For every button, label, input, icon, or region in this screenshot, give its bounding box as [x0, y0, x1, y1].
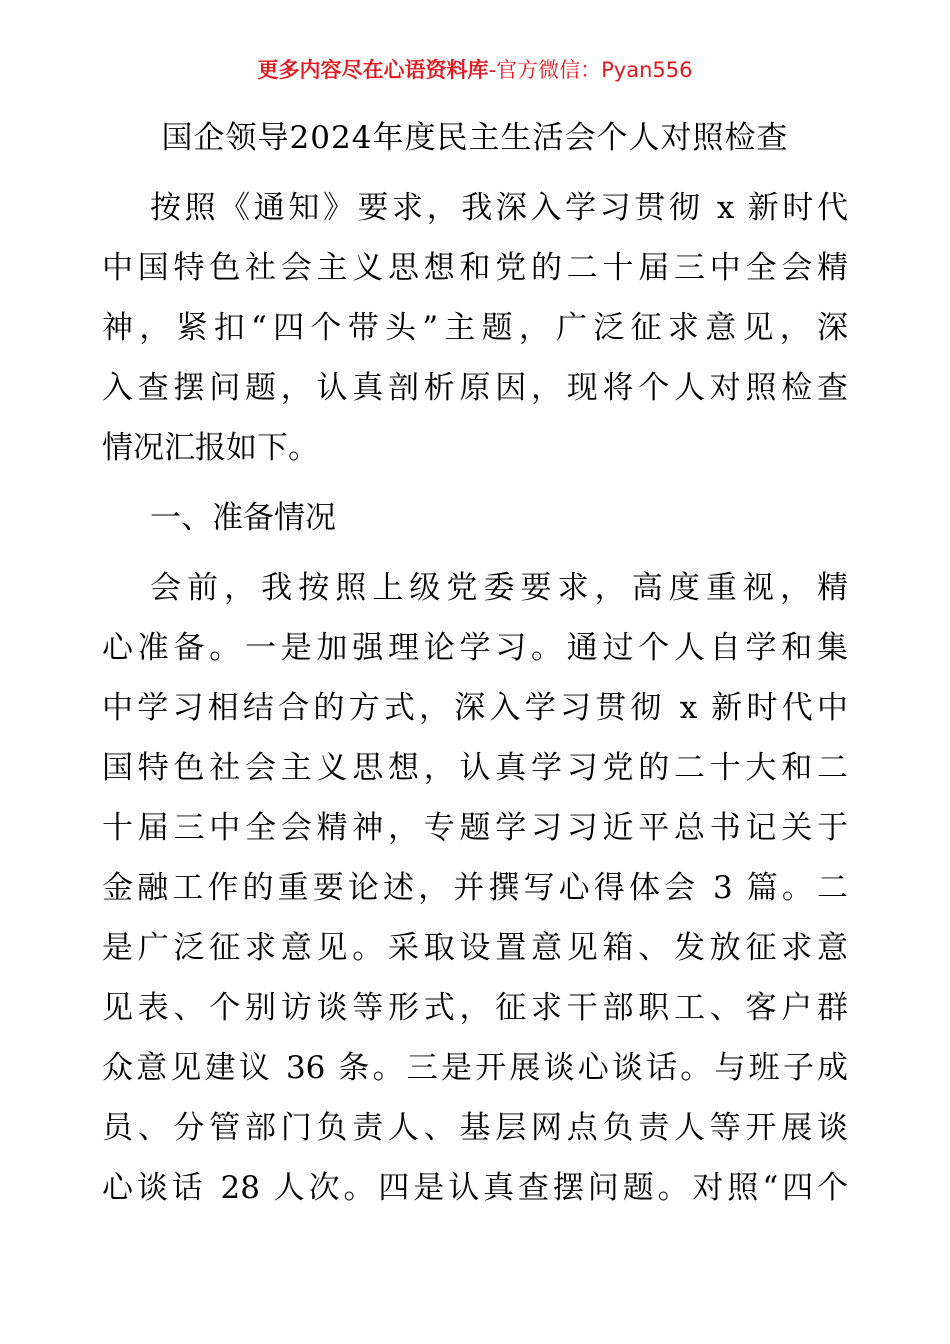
paragraph-line: 中学习相结合的方式，深入学习贯彻 x 新时代中: [102, 690, 848, 726]
watermark-header: [0, 56, 950, 84]
watermark-contact: -官方微信：Pyan556: [488, 58, 693, 82]
document-title: 国企领导2024年度民主生活会个人对照检查: [161, 120, 789, 156]
paragraph-line: 神，紧扣“四个带头”主题，广泛征求意见，深: [102, 310, 848, 346]
paragraph-line: 入查摆问题，认真剖析原因，现将个人对照检查: [102, 370, 848, 406]
paragraph-line: 国特色社会主义思想，认真学习党的二十大和二: [102, 750, 848, 786]
paragraph-line: 十届三中全会精神，专题学习习近平总书记关于: [102, 810, 848, 846]
paragraph-line: 心准备。一是加强理论学习。通过个人自学和集: [102, 630, 848, 666]
paragraph-line: 是广泛征求意见。采取设置意见箱、发放征求意: [102, 930, 848, 966]
paragraph-line: 按照《通知》要求，我深入学习贯彻 x 新时代: [150, 190, 848, 226]
paragraph-line: 情况汇报如下。: [102, 430, 319, 466]
paragraph-line: 金融工作的重要论述，并撰写心得体会 3 篇。二: [102, 870, 848, 906]
paragraph-line: 见表、个别访谈等形式，征求干部职工、客户群: [102, 990, 848, 1026]
watermark-text: 更多内容尽在心语资料库: [257, 58, 489, 82]
paragraph-line: 心谈话 28 人次。四是认真查摆问题。对照“四个: [102, 1170, 848, 1206]
section-heading: 一、准备情况: [150, 500, 336, 536]
paragraph-line: 中国特色社会主义思想和党的二十届三中全会精: [102, 250, 848, 286]
paragraph-line: 会前，我按照上级党委要求，高度重视，精: [150, 570, 848, 606]
paragraph-line: 众意见建议 36 条。三是开展谈心谈话。与班子成: [102, 1050, 848, 1086]
paragraph-line: 员、分管部门负责人、基层网点负责人等开展谈: [102, 1110, 848, 1146]
